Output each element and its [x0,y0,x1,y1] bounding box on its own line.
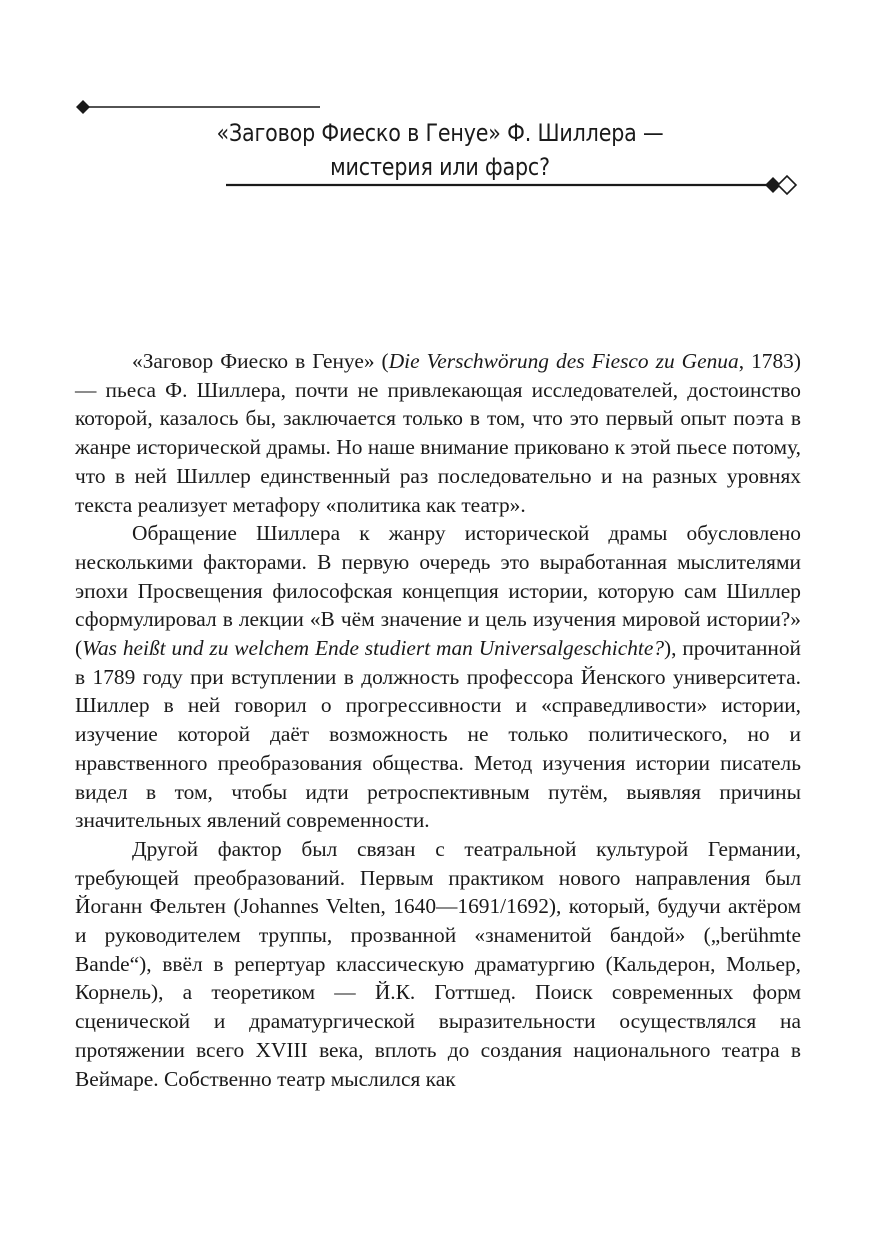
paragraph-1 [75,347,801,519]
body-text [75,347,801,1093]
chapter-title-line-1: «Заговор Фиеско в Генуе» Ф. Шиллера — [216,119,664,147]
paragraph-2 [75,519,801,835]
ornament-rule-bottom [226,173,801,197]
paragraph-1-text-a: «Заговор Фиеско в Генуе» ( [132,349,389,373]
paragraph-2-text-a: Обращение Шиллера к жанру исторической драмы обусловлено несколькими факторами. В первую очередь это выработанная мыслителями эпохи Просвещения философская концепция истории, которую сам Шиллер сформулировал в лекции «В чём значение и цель изучения мировой истории?» ( [75,521,801,661]
diamond-outline-icon [778,176,796,194]
diamond-filled-icon [76,100,90,114]
chapter-title-line-2: мистерия или фарс? [330,153,550,181]
lecture-title-de: Was heißt und zu welchem Ende studiert man Universalgeschichte? [82,636,665,661]
paragraph-3 [75,835,801,1093]
ornament-rule-top [74,97,324,117]
paragraph-1-text-b: , 1783) — пьеса Ф. Шиллера, почти не привлекающая исследователей, достоинство которой, казалось бы, заключается только в том, что это первый опыт поэта в жанре исторической драмы. Но наше внимание приковано к этой пьесе потому, что в ней Шиллер единственный раз последовательно и на разных уровнях текста реализует метафору «политика как театр». [75,349,801,517]
paragraph-2-text-b: ), прочитанной в 1789 году при вступлении в должность профессора Йенского университета. Шиллер в ней говорил о прогрессивности и «справедливости» истории, изучение которой даёт возможность не только политического, но и нравственного преобразования общества. Метод изучения истории писатель видел в том, чтобы идти ретроспективным путём, выявляя причины значительных явлений современности. [75,636,801,833]
paragraph-3-text: Другой фактор был связан с театральной культурой Германии, требующей преобразований. Первым практиком нового направления был Йоганн Фельтен (Johannes Velten, 1640—1691/1692), который, будучи актёром и руководителем труппы, прозванной «знаменитой бандой» („berühmte Bande“), ввёл в репертуар классическую драматургию (Кальдерон, Мольер, Корнель), а теоретиком — Й.К. Готтшед. Поиск современных форм сценической и драматургической выразительности осуществлялся на протяжении всего XVIII века, вплоть до создания национального театра в Веймаре. Собственно театр мыслился как [75,836,801,1091]
work-title-de: Die Verschwörung des Fiesco zu Genua [388,349,739,373]
